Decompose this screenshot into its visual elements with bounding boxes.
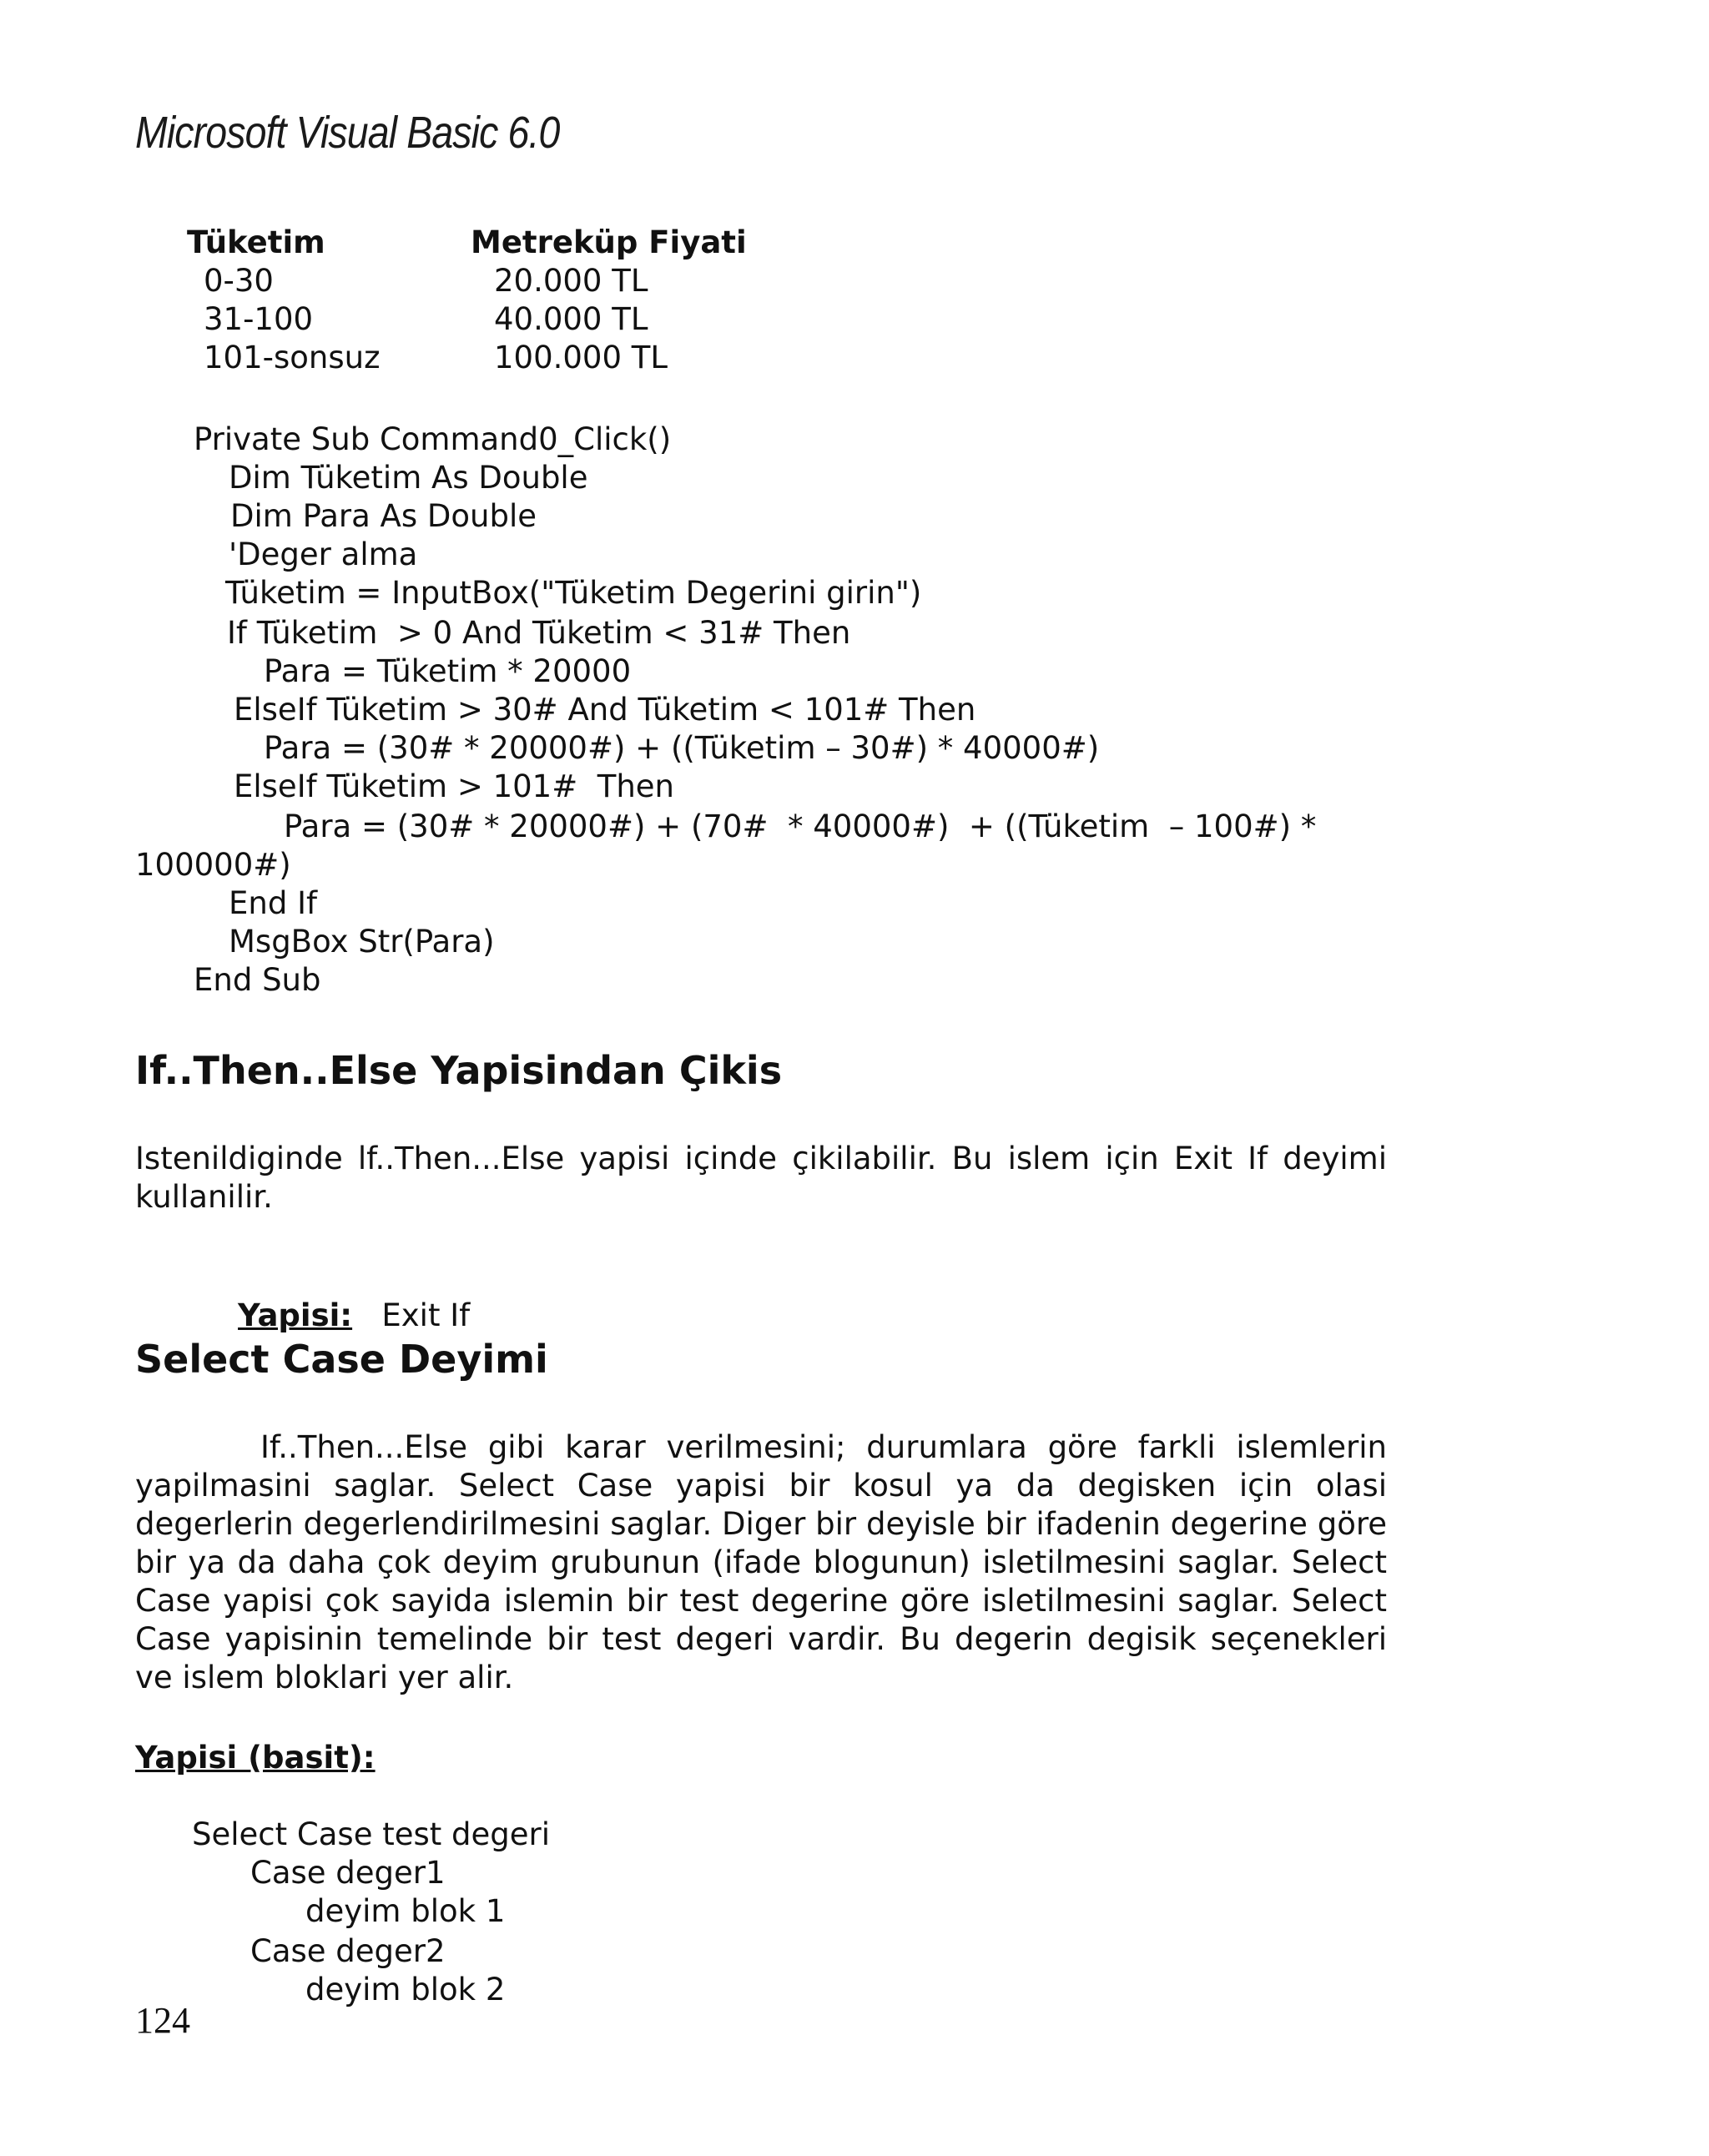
code-line: Private Sub Command0_Click() [194,421,672,457]
section-heading-select-case: Select Case Deyimi [135,1337,548,1382]
page-number: 124 [135,2000,190,2041]
code-line: Dim Para As Double [230,498,537,534]
code-line: 100000#) [135,847,291,883]
running-header-title: Microsoft Visual Basic 6.0 [135,108,560,158]
table-row [187,300,747,339]
code-line: MsgBox Str(Para) [229,924,495,960]
paragraph-select-case: If..Then...Else gibi karar verilmesini; durumlara göre farkli islemlerin yapilmasini saglar. Select Case yapisi bir kosul ya da degisken için olasi degerlerin degerlendirilmesini saglar. Diger bir deyisle bir ifadenin degerine göre bir ya da daha çok deyim grubunun (ifade blogunun) isletilmesini saglar. Select Case yapisi çok sayida islemin bir test degerine göre isletilmesini saglar. Select Case yapisinin temelinde bir test degeri vardir. Bu degerin degisik seçenekleri ve islem bloklari yer alir. [135,1429,1387,1695]
table-header-row [187,224,747,262]
code-line: Case deger2 [250,1933,446,1969]
code-line: Para = Tüketim * 20000 [264,653,632,689]
table-cell: 40.000 TL [494,301,648,337]
code-line: Tüketim = InputBox("Tüketim Degerini girin") [225,575,922,611]
table-cell: 0-30 [204,263,274,299]
code-line: If Tüketim > 0 And Tüketim < 31# Then [227,615,851,651]
section-heading-exit-if: If..Then..Else Yapisindan Çikis [135,1048,783,1093]
code-line: End If [229,885,318,921]
syntax-label-select-case: Yapisi (basit): [135,1740,376,1776]
code-line: Para = (30# * 20000#) + (70# * 40000#) + ((Tüketim – 100#) * [284,808,1317,844]
water-rate-table [187,224,747,377]
code-line: End Sub [194,962,321,998]
code-line: deyim blok 2 [305,1972,506,2007]
paragraph-exit-if: Istenildiginde lf..Then...Else yapisi içinde çikilabilir. Bu islem için Exit If deyimi kullanilir. [135,1141,1387,1215]
table-cell: 20.000 TL [494,263,648,299]
table-row [187,262,747,300]
code-line: Select Case test degeri [192,1816,551,1852]
code-line: Dim Tüketim As Double [229,460,588,496]
table-cell: 31-100 [204,301,314,337]
column-header: Metreküp Fiyati [471,224,747,260]
code-line: ElseIf Tüketim > 101# Then [234,768,675,804]
table-cell: 101-sonsuz [204,340,381,375]
code-line: Para = (30# * 20000#) + ((Tüketim – 30#) * 40000#) [264,730,1100,766]
code-line: ElseIf Tüketim > 30# And Tüketim < 101# Then [234,692,976,728]
syntax-value: Exit If [381,1297,471,1333]
code-line: Case deger1 [250,1855,446,1891]
table-cell: 100.000 TL [494,340,668,375]
code-line: deyim blok 1 [305,1893,506,1929]
syntax-label: Yapisi: [238,1297,353,1333]
code-line: 'Deger alma [229,536,418,572]
column-header: Tüketim [187,224,325,260]
table-row [187,339,747,377]
